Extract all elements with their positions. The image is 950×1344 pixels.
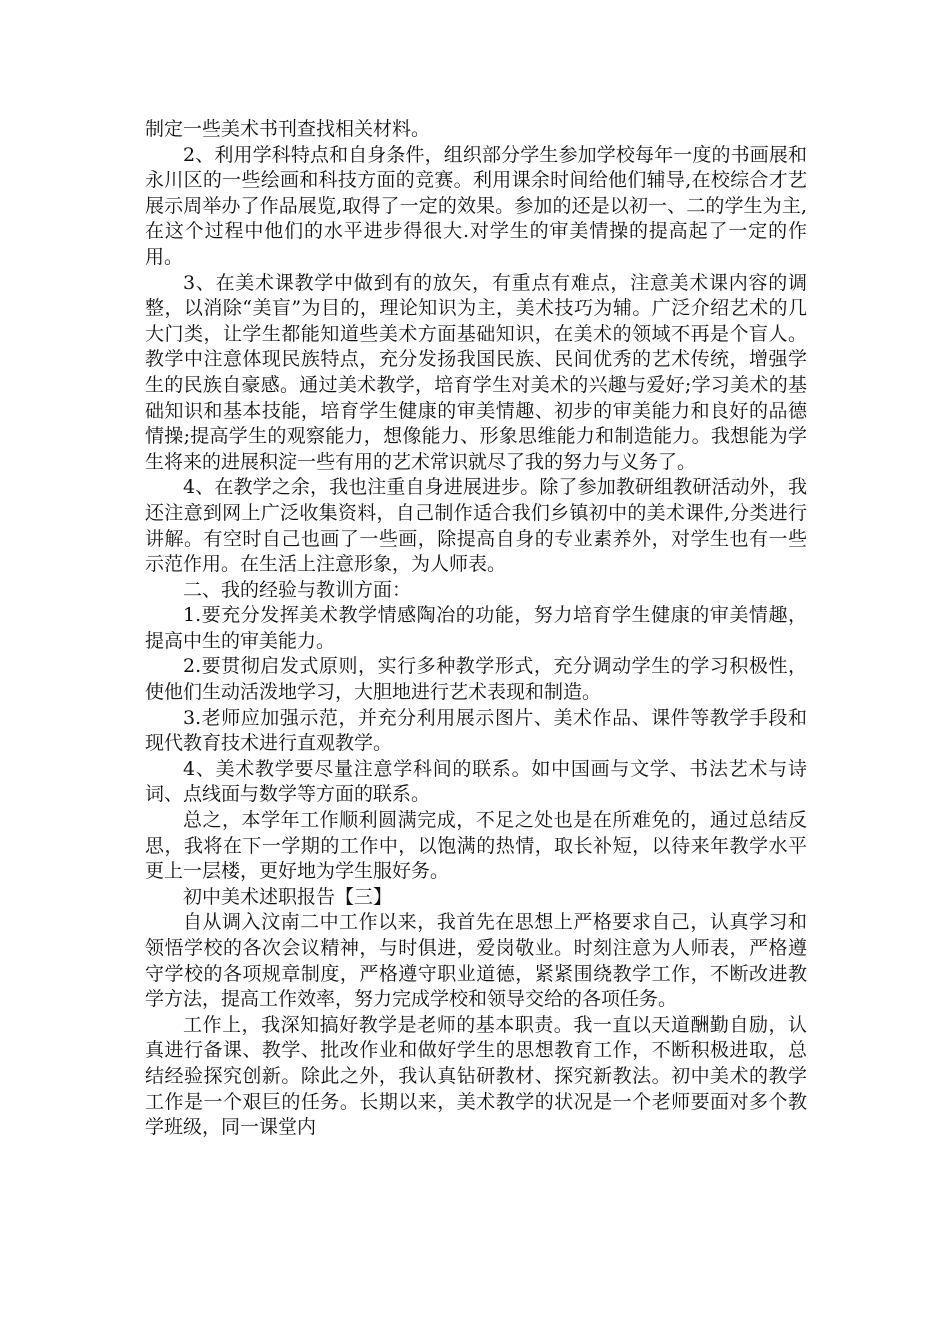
section-heading-report-three: 初中美术述职报告【三】	[183, 885, 393, 908]
paragraph-point-2: 2.要贯彻启发式原则，实行多种教学形式，充分调动学生的学习积极性，使他们生动活泼地学习，大胆地进行艺术表现和制造。	[145, 655, 807, 704]
paragraph-continuation: 制定一些美术书刊查找相关材料。	[145, 118, 431, 140]
paragraph-item-4: 4、在教学之余，我也注重自身进展进步。除了参加教研组教研活动外，我还注意到网上广泛收集资料，自己制作适合我们乡镇初中的美术课件,分类进行讲解。有空时自己也画了一些画，除提高自身的专业素养外，对学生也有一些示范作用。在生活上注意形象，为人师表。	[145, 476, 807, 576]
paragraph-point-3: 3.老师应加强示范，并充分利用展示图片、美术作品、课件等教学手段和现代教育技术进行直观教学。	[145, 706, 807, 755]
paragraph-report-work: 工作上，我深知搞好教学是老师的基本职责。我一直以天道酬勤自励，认真进行备课、教学、批改作业和做好学生的思想教育工作，不断积极进取，总结经验探究创新。除此之外，我认真钻研教材、探究新教法。初中美术的教学工作是一个艰巨的任务。长期以来，美术教学的状况是一个老师要面对多个教学班级，同一课堂内	[145, 1013, 807, 1139]
paragraph-summary: 总之，本学年工作顺利圆满完成，不足之处也是在所难免的，通过总结反思，我将在下一学期的工作中，以饱满的热情，取长补短，以待来年教学水平更上一层楼，更好地为学生服好务。	[145, 809, 807, 883]
paragraph-item-2: 2、利用学科特点和自身条件，组织部分学生参加学校每年一度的书画展和永川区的一些绘画和科技方面的竞赛。利用课余时间给他们辅导,在校综合才艺展示周举办了作品展览,取得了一定的效果。参加的还是以初一、二的学生为主,在这个过程中他们的水平进步得很大.对学生的审美情操的提高起了一定的作用。	[145, 143, 807, 268]
document-page	[145, 117, 807, 1141]
paragraph-report-intro: 自从调入汶南二中工作以来，我首先在思想上严格要求自己，认真学习和领悟学校的各次会议精神，与时俱进，爱岗敬业。时刻注意为人师表，严格遵守学校的各项规章制度，严格遵守职业道德，紧紧围绕教学工作，不断改进教学方法，提高工作效率，努力完成学校和领导交给的各项任务。	[145, 911, 807, 1011]
paragraph-point-1: 1.要充分发挥美术教学情感陶冶的功能，努力培育学生健康的审美情趣，提高中生的审美能力。	[145, 604, 807, 652]
paragraph-point-4: 4、美术教学要尽量注意学科间的联系。如中国画与文学、书法艺术与诗词、点线面与数学等方面的联系。	[145, 757, 807, 806]
paragraph-item-3: 3、在美术课教学中做到有的放矢，有重点有难点，注意美术课内容的调整，以消除“美盲”为目的，理论知识为主，美术技巧为辅。广泛介绍艺术的几大门类，让学生都能知道些美术方面基础知识，在美术的领域不再是个盲人。教学中注意体现民族特点，充分发扬我国民族、民间优秀的艺术传统，增强学生的民族自豪感。通过美术教学，培育学生对美术的兴趣与爱好;学习美术的基础知识和基本技能，培育学生健康的审美情趣、初步的审美能力和良好的品德情操;提高学生的观察能力，想像能力、形象思维能力和制造能力。我想能为学生将来的进展积淀一些有用的艺术常识就尽了我的努力与义务了。	[145, 271, 807, 473]
section-heading-experience: 二、我的经验与教训方面：	[183, 578, 412, 601]
